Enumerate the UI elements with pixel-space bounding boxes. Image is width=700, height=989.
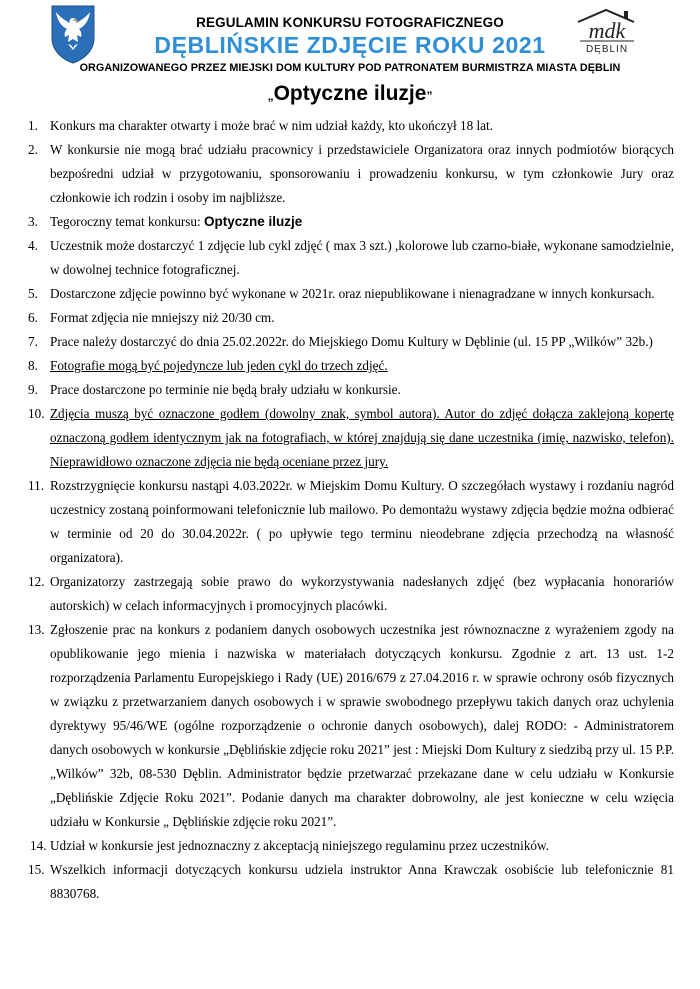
rule-item: 2. W konkursie nie mogą brać udziału pracownicy i przedstawiciele Organizatora oraz innych podmiotów biorących bezpośredni udział w przygotowaniu, sponsorowaniu i prowadzeniu konkursu, w tym członkowie Jury oraz członkowie ich rodzin i osoby im najbliższe. — [28, 142, 674, 205]
rule-text: Organizatorzy zastrzegają sobie prawo do wykorzystywania nadesłanych zdjęć (bez wypłacania honorariów autorskich) w celach informacyjnych i promocyjnych placówki. — [50, 574, 674, 613]
rule-item: 12. Organizatorzy zastrzegają sobie prawo do wykorzystywania nadesłanych zdjęć (bez wypłacania honorariów autorskich) w celach informacyjnych i promocyjnych placówki. — [28, 574, 674, 613]
svg-text:mdk: mdk — [588, 18, 626, 43]
organizer-line: ORGANIZOWANEGO PRZEZ MIEJSKI DOM KULTURY POD PATRONATEM BURMISTRZA MIASTA DĘBLIN — [79, 62, 621, 74]
theme-text: Optyczne iluzje — [273, 82, 427, 105]
theme-heading: „Optyczne iluzje” — [267, 82, 433, 105]
rule-item: 4. Uczestnik może dostarczyć 1 zdjęcie lub cykl zdjęć ( max 3 szt.) ,kolorowe lub czarno-białe, wykonane samodzielnie, w dowolnej technice fotograficznej. — [28, 238, 674, 277]
rule-text: Fotografie mogą być pojedyncze lub jeden cykl do trzech zdjęć. — [50, 358, 388, 373]
rule-item: 10. Zdjęcia muszą być oznaczone godłem (dowolny znak, symbol autora). Autor do zdjęć dołącza zaklejoną kopertę oznaczoną godłem identycznym jak na fotografiach, w której znajdują się dane uczestnika (imię, nazwisko, telefon). Nieprawidłowo oznaczone zdjęcia nie będą oceniane przez jury. — [28, 406, 674, 469]
rule-text: Udział w konkursie jest jednoznaczny z akceptacją niniejszego regulaminu przez uczestników. — [50, 838, 549, 853]
rule-item: 8. Fotografie mogą być pojedyncze lub jeden cykl do trzech zdjęć. — [28, 358, 388, 373]
rule-item: 7. Prace należy dostarczyć do dnia 25.02.2022r. do Miejskiego Domu Kultury w Dęblinie (ul. 15 PP „Wilków” 32b.) — [28, 334, 653, 349]
svg-text:DĘBLIN: DĘBLIN — [585, 44, 629, 54]
rule-text: Zdjęcia muszą być oznaczone godłem (dowolny znak, symbol autora). Autor do zdjęć dołącza zaklejoną kopertę oznaczoną godłem identycznym jak na fotografiach, w której znajdują się dane uczestnika (imię, nazwisko, telefon). Nieprawidłowo oznaczone zdjęcia nie będą oceniane przez jury. — [50, 406, 674, 469]
rule-item: 3. Tegoroczny temat konkursu: Optyczne iluzje — [28, 214, 303, 229]
rule-item: 9. Prace dostarczone po terminie nie będą brały udziału w konkursie. — [28, 382, 401, 397]
rule-item: 15. Wszelkich informacji dotyczących konkursu udziela instruktor Anna Krawczak osobiście lub telefonicznie 81 8830768. — [28, 862, 674, 901]
rule-text: Prace należy dostarczyć do dnia 25.02.2022r. do Miejskiego Domu Kultury w Dęblinie (ul. 15 PP „Wilków” 32b.) — [50, 334, 653, 349]
regulation-title: REGULAMIN KONKURSU FOTOGRAFICZNEGO — [196, 15, 504, 30]
rule-item: 13. Zgłoszenie prac na konkurs z podaniem danych osobowych uczestnika jest równoznaczne z wyrażeniem zgody na opublikowanie jego mienia i nazwiska w materiałach dotyczących konkursu. Zgodnie z art. 13 ust. 1-2 rozporządzenia Parlamentu Europejskiego i Rady (UE) 2016/679 z 27.04.2016 r. w sprawie ochrony osób fizycznych w związku z przetwarzaniem danych osobowych i w sprawie swobodnego przepływu takich danych oraz uchylenia dyrektywy 95/46/WE (ogólne rozporządzenie o ochronie danych osobowych), dalej RODO: - Administratorem danych osobowych w konkursie „Dęblińskie zdjęcie roku 2021” jest : Miejski Dom Kultury z siedzibą przy ul. 15 P.P. „Wilków” 32b, 08-530 Dęblin. Administrator będzie przetwarzać przekazane dane w celu udziału w Konkursie „Dęblińskie Zdjęcie Roku 2021”. Podanie danych ma charakter dobrowolny, ale jest konieczne w celu wzięcia udziału w Konkursie „ Dęblińskie zdjęcie roku 2021”. — [28, 622, 674, 829]
rules-list — [0, 114, 700, 906]
rule-theme-text: Optyczne iluzje — [204, 214, 303, 229]
rule-item: 5. Dostarczone zdjęcie powinno być wykonane w 2021r. oraz niepublikowane i nienagradzane w innych konkursach. — [28, 286, 655, 301]
rule-text: Uczestnik może dostarczyć 1 zdjęcie lub cykl zdjęć ( max 3 szt.) ,kolorowe lub czarno-białe, wykonane samodzielnie, w dowolnej technice fotograficznej. — [50, 238, 674, 277]
rule-text: Tegoroczny temat konkursu: — [50, 214, 204, 229]
rule-text: Prace dostarczone po terminie nie będą brały udziału w konkursie. — [50, 382, 401, 397]
rule-text: Zgłoszenie prac na konkurs z podaniem danych osobowych uczestnika jest równoznaczne z wyrażeniem zgody na opublikowanie jego mienia i nazwiska w materiałach dotyczących konkursu. Zgodnie z art. 13 ust. 1-2 rozporządzenia Parlamentu Europejskiego i Rady (UE) 2016/679 z 27.04.2016 r. w sprawie ochrony osób fizycznych w związku z przetwarzaniem danych osobowych i w sprawie swobodnego przepływu takich danych oraz uchylenia dyrektywy 95/46/WE (ogólne rozporządzenie o ochronie danych osobowych), dalej RODO: - Administratorem danych osobowych w konkursie „Dęblińskie zdjęcie roku 2021” jest : Miejski Dom Kultury z siedzibą przy ul. 15 P.P. „Wilków” 32b, 08-530 Dęblin. Administrator będzie przetwarzać przekazane dane w celu udziału w Konkursie „Dęblińskie Zdjęcie Roku 2021”. Podanie danych ma charakter dobrowolny, ale jest konieczne w celu wzięcia udziału w Konkursie „ Dęblińskie zdjęcie roku 2021”. — [50, 622, 674, 829]
rule-text: Dostarczone zdjęcie powinno być wykonane w 2021r. oraz niepublikowane i nienagradzane w innych konkursach. — [50, 286, 655, 301]
rule-item: 14. Udział w konkursie jest jednoznaczny z akceptacją niniejszego regulaminu przez uczestników. — [30, 838, 549, 853]
contest-title: DĘBLIŃSKIE ZDJĘCIE ROKU 2021 — [154, 32, 546, 58]
rule-item: 6. Format zdjęcia nie mniejszy niż 20/30 cm. — [28, 310, 275, 325]
rule-text: Format zdjęcia nie mniejszy niż 20/30 cm. — [50, 310, 275, 325]
rule-text: W konkursie nie mogą brać udziału pracownicy i przedstawiciele Organizatora oraz innych podmiotów biorących bezpośredni udział w przygotowaniu, sponsorowaniu i prowadzeniu konkursu, w tym członkowie Jury oraz członkowie ich rodzin i osoby im najbliższe. — [50, 142, 674, 205]
rule-item: 11. Rozstrzygnięcie konkursu nastąpi 4.03.2022r. w Miejskim Domu Kultury. O szczegółach wystawy i rozdaniu nagród uczestnicy zostaną poinformowani telefonicznie lub mailowo. Po demontażu wystawy zdjęcia będzie można odbierać w terminie od 20 do 30.04.2022r. ( po upływie tego terminu nieodebrane zdjęcia przechodzą na własność organizatora). — [28, 478, 674, 565]
rule-text: Rozstrzygnięcie konkursu nastąpi 4.03.2022r. w Miejskim Domu Kultury. O szczegółach wystawy i rozdaniu nagród uczestnicy zostaną poinformowani telefonicznie lub mailowo. Po demontażu wystawy zdjęcia będzie można odbierać w terminie od 20 do 30.04.2022r. ( po upływie tego terminu nieodebrane zdjęcia przechodzą na własność organizatora). — [50, 478, 674, 565]
rule-text: Konkurs ma charakter otwarty i może brać w nim udział każdy, kto ukończył 18 lat. — [50, 118, 493, 133]
rule-item: 1. Konkurs ma charakter otwarty i może brać w nim udział każdy, kto ukończył 18 lat. — [28, 118, 493, 133]
rule-text: Wszelkich informacji dotyczących konkursu udziela instruktor Anna Krawczak osobiście lub telefonicznie 81 8830768. — [50, 862, 674, 901]
